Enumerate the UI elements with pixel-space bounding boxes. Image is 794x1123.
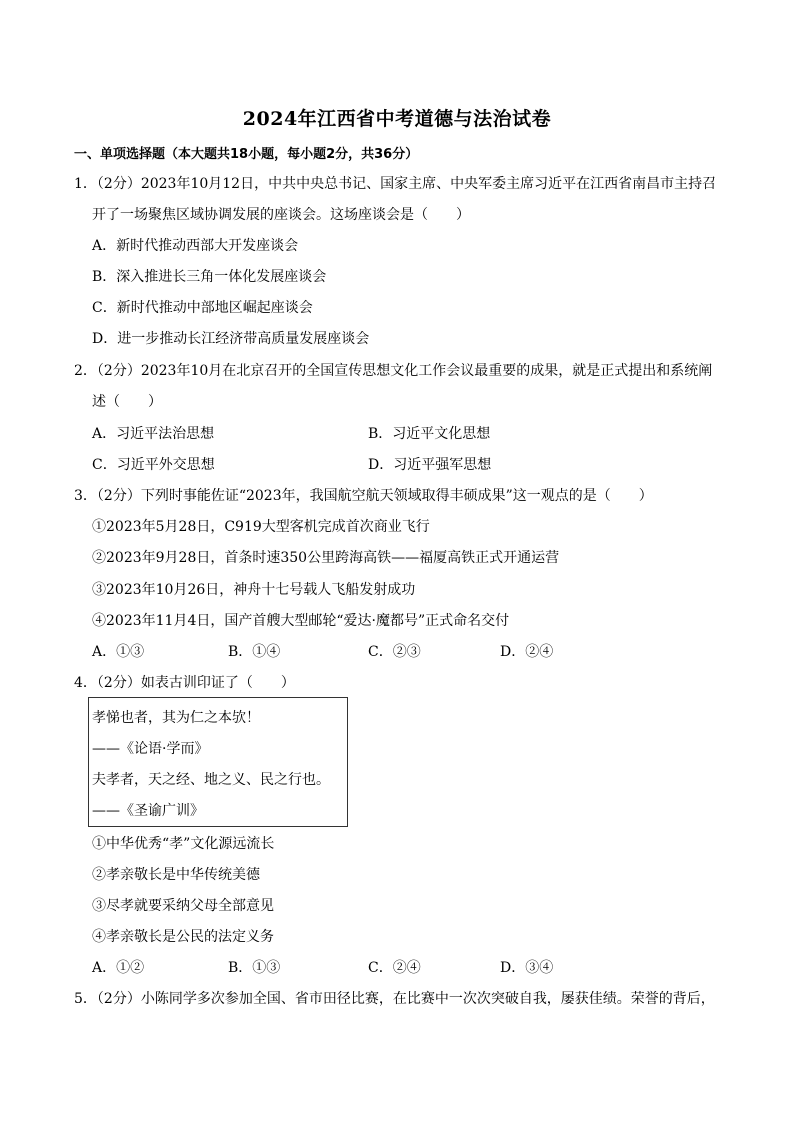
q3-item-3: ③2023年10月26日，神舟十七号载人飞船发射成功 xyxy=(92,582,416,598)
q2-option-d: D．习近平强军思想 xyxy=(368,457,492,473)
q1-option-a: A．新时代推动西部大开发座谈会 xyxy=(92,238,299,254)
quote-source-1: ——《论语·学而》 xyxy=(92,741,209,757)
quote-source-2: ——《圣谕广训》 xyxy=(92,803,204,819)
q4-item-2: ②孝亲敬长是中华传统美德 xyxy=(92,867,260,883)
section-heading: 一、单项选择题（本大题共18小题，每小题2分，共36分） xyxy=(74,147,419,162)
q1-stem-line1: 1．（2分）2023年10月12日，中共中央总书记、国家主席、中央军委主席习近平在江西省南昌市主持召 xyxy=(74,176,717,192)
q4-item-1: ①中华优秀“孝”文化源远流长 xyxy=(92,836,275,852)
q2-option-c: C．习近平外交思想 xyxy=(92,457,215,473)
quote-line-2: 夫孝者，天之经、地之义、民之行也。 xyxy=(92,772,330,788)
q3-item-2: ②2023年9月28日，首条时速350公里跨海高铁——福厦高铁正式开通运营 xyxy=(92,550,560,566)
q4-option-d: D．③④ xyxy=(500,960,554,976)
q2-option-b: B．习近平文化思想 xyxy=(368,426,491,442)
q3-item-4: ④2023年11月4日，国产首艘大型邮轮“爱达·魔都号”正式命名交付 xyxy=(92,613,510,629)
q3-option-b: B．①④ xyxy=(228,644,281,660)
q2-option-a: A．习近平法治思想 xyxy=(92,426,215,442)
q1-option-d: D．进一步推动长江经济带高质量发展座谈会 xyxy=(92,331,370,347)
q4-option-b: B．①③ xyxy=(228,960,281,976)
q2-stem-line2: 述（ ） xyxy=(92,394,162,410)
q4-option-a: A．①② xyxy=(92,960,145,976)
page-title: 2024年江西省中考道德与法治试卷 xyxy=(242,108,552,130)
q3-item-1: ①2023年5月28日，C919大型客机完成首次商业飞行 xyxy=(92,519,430,535)
q1-option-c: C．新时代推动中部地区崛起座谈会 xyxy=(92,300,313,316)
q4-stem: 4．（2分）如表古训印证了（ ） xyxy=(74,675,295,691)
q4-item-4: ④孝亲敬长是公民的法定义务 xyxy=(92,929,274,945)
q3-option-c: C．②③ xyxy=(368,644,421,660)
q3-option-d: D．②④ xyxy=(500,644,554,660)
q4-item-3: ③尽孝就要采纳父母全部意见 xyxy=(92,898,274,914)
q1-option-b: B．深入推进长三角一体化发展座谈会 xyxy=(92,269,327,285)
q3-option-a: A．①③ xyxy=(92,644,145,660)
q4-option-c: C．②④ xyxy=(368,960,421,976)
q1-stem-line2: 开了一场聚焦区域协调发展的座谈会。这场座谈会是（ ） xyxy=(92,207,470,223)
q5-stem-line1: 5．（2分）小陈同学多次参加全国、省市田径比赛，在比赛中一次次突破自我，屡获佳绩。荣誉的背后， xyxy=(74,991,715,1007)
q3-stem: 3．（2分）下列时事能佐证“2023年，我国航空航天领域取得丰硕成果”这一观点的是（ ） xyxy=(74,488,653,504)
q2-stem-line1: 2．（2分）2023年10月在北京召开的全国宣传思想文化工作会议最重要的成果，就是正式提出和系统阐 xyxy=(74,363,713,379)
quote-line-1: 孝悌也者，其为仁之本欤！ xyxy=(92,710,260,726)
